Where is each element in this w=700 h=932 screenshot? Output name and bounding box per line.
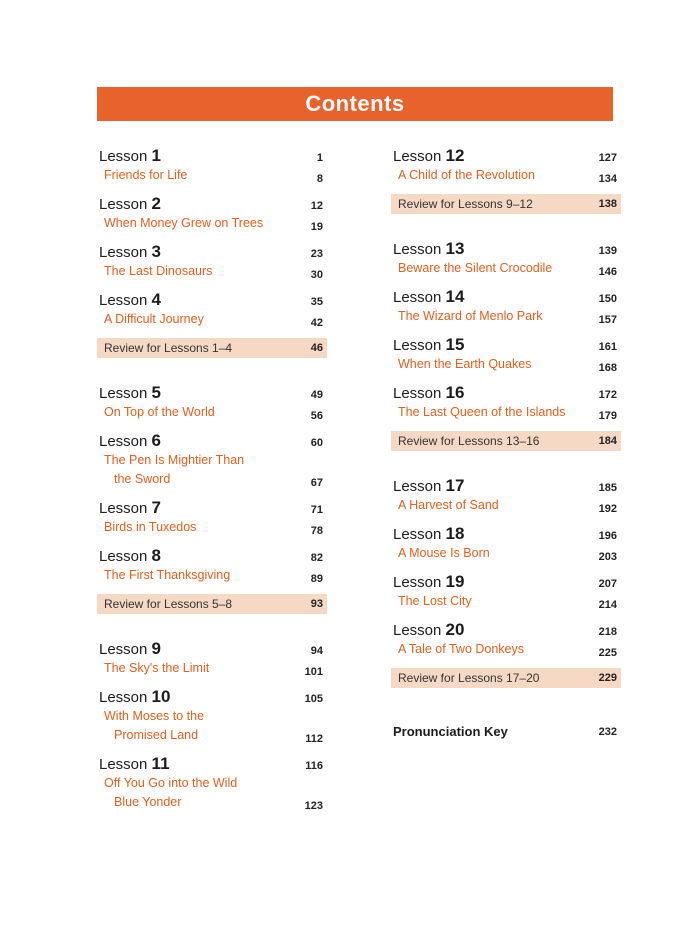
group-spacer (97, 614, 327, 639)
lesson-number: 5 (151, 383, 162, 402)
story-title-line1: When Money Grew on Trees (104, 216, 264, 230)
review-label: Review for Lessons 17–20 (398, 671, 540, 685)
lesson-title (391, 524, 464, 544)
story-row[interactable] (391, 166, 621, 185)
lesson-heading (391, 239, 621, 259)
lesson-page: 60 (310, 437, 323, 449)
story-row[interactable] (97, 659, 327, 678)
group-spacer (97, 358, 327, 383)
lesson-label: Lesson (99, 196, 148, 213)
lesson-title (391, 620, 464, 640)
lesson-heading (97, 146, 327, 166)
lesson-number: 11 (151, 754, 170, 773)
lesson-label: Lesson (99, 756, 148, 773)
story-title[interactable] (97, 566, 230, 585)
lesson-label: Lesson (99, 148, 148, 165)
story-page: 214 (598, 599, 617, 611)
story-title-line1: Beware the Silent Crocodile (398, 261, 553, 275)
lesson-entry[interactable] (391, 620, 621, 659)
lesson-title (391, 335, 464, 355)
lesson-label: Lesson (393, 574, 442, 591)
lesson-heading (97, 639, 327, 659)
lesson-entry[interactable] (391, 239, 621, 278)
story-page: 123 (304, 800, 323, 812)
story-title[interactable] (97, 166, 187, 185)
pronunciation-label: Pronunciation Key (393, 724, 508, 739)
review-label: Review for Lessons 9–12 (398, 197, 533, 211)
lesson-page: 127 (598, 152, 617, 164)
lesson-title (97, 290, 161, 310)
lesson-number: 9 (151, 639, 162, 658)
story-page: 89 (310, 573, 323, 585)
story-page: 168 (598, 362, 617, 374)
lesson-label: Lesson (393, 385, 442, 402)
review-page: 138 (598, 198, 617, 210)
lesson-number: 16 (445, 383, 465, 402)
story-title-line1: The Wizard of Menlo Park (398, 309, 543, 323)
lesson-heading (97, 242, 327, 262)
lesson-heading (97, 290, 327, 310)
lesson-number: 1 (151, 146, 162, 165)
lesson-entry[interactable] (97, 431, 327, 489)
story-page: 192 (598, 503, 617, 515)
review-page: 93 (310, 598, 323, 610)
lesson-label: Lesson (393, 241, 442, 258)
lesson-page: 172 (598, 389, 617, 401)
lesson-entry[interactable] (97, 194, 327, 233)
story-page: 179 (598, 410, 617, 422)
story-page: 225 (598, 647, 617, 659)
lesson-title (97, 546, 161, 566)
lesson-heading (391, 524, 621, 544)
group-spacer (391, 214, 621, 239)
lesson-label: Lesson (99, 689, 148, 706)
story-title[interactable] (391, 259, 552, 278)
story-title-line1: The Lost City (398, 594, 472, 608)
lesson-title (97, 687, 170, 707)
lesson-page: 139 (598, 245, 617, 257)
lesson-title (97, 146, 161, 166)
story-row[interactable] (97, 214, 327, 233)
lesson-heading (97, 687, 327, 707)
story-row[interactable] (97, 451, 327, 489)
story-row[interactable] (97, 774, 327, 812)
story-title-line1: The Last Dinosaurs (104, 264, 213, 278)
lesson-heading (97, 546, 327, 566)
lesson-heading (391, 146, 621, 166)
story-page: 101 (304, 666, 323, 678)
story-title[interactable] (97, 659, 209, 678)
lesson-entry[interactable] (97, 498, 327, 537)
story-title-line1: The Pen Is Mightier Than (104, 453, 245, 467)
story-row[interactable] (97, 403, 327, 422)
story-row[interactable] (97, 166, 327, 185)
story-row[interactable] (97, 566, 327, 585)
lesson-entry[interactable] (97, 639, 327, 678)
story-title[interactable] (391, 640, 524, 659)
lesson-heading (391, 287, 621, 307)
left-column (97, 146, 327, 821)
story-title-line2: Promised Land (114, 728, 199, 742)
story-title[interactable] (97, 774, 237, 812)
lesson-title (391, 383, 464, 403)
story-page: 112 (305, 733, 323, 745)
lesson-title (391, 287, 464, 307)
lesson-heading (97, 383, 327, 403)
lesson-page: 207 (598, 578, 617, 590)
lesson-label: Lesson (99, 500, 148, 517)
story-title-line2: Blue Yonder (114, 795, 182, 809)
review-label: Review for Lessons 13–16 (398, 434, 540, 448)
story-row[interactable] (391, 592, 621, 611)
lesson-label: Lesson (393, 148, 442, 165)
lesson-number: 4 (151, 290, 162, 309)
story-title-line1: A Mouse Is Born (398, 546, 490, 560)
story-page: 134 (598, 173, 617, 185)
lesson-heading (97, 431, 327, 451)
pronunciation-key-entry[interactable] (391, 724, 621, 739)
review-entry[interactable] (97, 338, 327, 358)
lesson-number: 3 (151, 242, 162, 261)
story-row[interactable] (97, 518, 327, 537)
story-page: 146 (598, 266, 617, 278)
lesson-heading (391, 476, 621, 496)
lesson-label: Lesson (99, 244, 148, 261)
review-entry[interactable] (391, 668, 621, 688)
story-title[interactable] (97, 518, 196, 537)
story-title[interactable] (391, 307, 543, 326)
lesson-title (97, 754, 170, 774)
story-title[interactable] (391, 592, 472, 611)
story-title-line1: A Tale of Two Donkeys (398, 642, 525, 656)
lesson-heading (97, 754, 327, 774)
story-title-line1: Friends for Life (104, 168, 188, 182)
review-label: Review for Lessons 1–4 (104, 341, 233, 355)
lesson-title (97, 639, 161, 659)
lesson-label: Lesson (393, 622, 442, 639)
lesson-heading (391, 383, 621, 403)
story-title-line1: On Top of the World (104, 405, 215, 419)
lesson-heading (97, 498, 327, 518)
lesson-page: 185 (598, 482, 617, 494)
story-page: 157 (598, 314, 617, 326)
lesson-page: 49 (310, 389, 323, 401)
lesson-title (97, 194, 161, 214)
group-spacer (391, 451, 621, 476)
lesson-entry[interactable] (391, 524, 621, 563)
lesson-title (391, 239, 464, 259)
story-page: 30 (310, 269, 323, 281)
review-page: 46 (310, 342, 323, 354)
lesson-heading (97, 194, 327, 214)
story-title[interactable] (97, 262, 212, 281)
story-title-line1: The Last Queen of the Islands (398, 405, 566, 419)
lesson-page: 1 (316, 152, 323, 164)
lesson-label: Lesson (393, 478, 442, 495)
lesson-number: 17 (445, 476, 465, 495)
lesson-page: 196 (598, 530, 617, 542)
lesson-number: 20 (445, 620, 465, 639)
lesson-page: 23 (310, 248, 323, 260)
story-page: 67 (310, 477, 323, 489)
lesson-title (97, 431, 161, 451)
lesson-number: 6 (151, 431, 162, 450)
story-title[interactable] (391, 496, 499, 515)
lesson-entry[interactable] (97, 242, 327, 281)
story-row[interactable] (391, 544, 621, 563)
story-title[interactable] (97, 707, 204, 745)
lesson-page: 71 (310, 504, 323, 516)
lesson-label: Lesson (99, 641, 148, 658)
lesson-number: 2 (151, 194, 162, 213)
story-title[interactable] (97, 451, 244, 489)
story-row[interactable] (97, 262, 327, 281)
story-title[interactable] (97, 310, 204, 329)
lesson-number: 19 (445, 572, 465, 591)
lesson-entry[interactable] (391, 335, 621, 374)
right-column (391, 146, 621, 739)
story-row[interactable] (391, 640, 621, 659)
review-entry[interactable] (391, 194, 621, 214)
story-title-line1: Off You Go into the Wild (104, 776, 238, 790)
lesson-label: Lesson (393, 289, 442, 306)
story-row[interactable] (391, 403, 621, 422)
story-page: 56 (310, 410, 323, 422)
lesson-page: 161 (598, 341, 617, 353)
story-title-line1: Birds in Tuxedos (104, 520, 197, 534)
story-title-line2: the Sword (114, 472, 171, 486)
story-row[interactable] (97, 707, 327, 745)
review-label: Review for Lessons 5–8 (104, 597, 233, 611)
story-title-line1: A Harvest of Sand (398, 498, 499, 512)
story-title[interactable] (97, 214, 263, 233)
lesson-title (97, 498, 161, 518)
pronunciation-page: 232 (598, 725, 617, 738)
story-title-line1: A Child of the Revolution (398, 168, 535, 182)
lesson-page: 116 (305, 760, 323, 772)
lesson-entry[interactable] (391, 383, 621, 422)
lesson-entry[interactable] (391, 287, 621, 326)
story-row[interactable] (391, 307, 621, 326)
lesson-page: 218 (598, 626, 617, 638)
lesson-heading (391, 572, 621, 592)
lesson-entry[interactable] (97, 146, 327, 185)
lesson-number: 18 (445, 524, 465, 543)
contents-banner: Contents (97, 87, 613, 121)
lesson-page: 82 (310, 552, 323, 564)
review-page: 184 (598, 435, 617, 447)
lesson-number: 15 (445, 335, 465, 354)
lesson-entry[interactable] (97, 546, 327, 585)
story-title[interactable] (391, 166, 535, 185)
story-row[interactable] (391, 496, 621, 515)
lesson-page: 105 (304, 693, 323, 705)
story-page: 42 (310, 317, 323, 329)
lesson-title (391, 476, 464, 496)
story-row[interactable] (391, 355, 621, 374)
lesson-entry[interactable] (391, 476, 621, 515)
lesson-heading (391, 335, 621, 355)
lesson-title (391, 146, 464, 166)
review-page: 229 (598, 672, 617, 684)
story-title[interactable] (97, 403, 215, 422)
lesson-entry[interactable] (391, 572, 621, 611)
lesson-entry[interactable] (391, 146, 621, 185)
story-title-line1: The First Thanksgiving (104, 568, 231, 582)
review-entry[interactable] (97, 594, 327, 614)
lesson-entry[interactable] (97, 383, 327, 422)
lesson-number: 12 (445, 146, 465, 165)
story-title-line1: When the Earth Quakes (398, 357, 532, 371)
lesson-title (97, 242, 161, 262)
lesson-page: 35 (310, 296, 323, 308)
story-title-line1: With Moses to the (104, 709, 205, 723)
story-title-line1: A Difficult Journey (104, 312, 204, 326)
lesson-label: Lesson (99, 433, 148, 450)
lesson-number: 14 (445, 287, 465, 306)
story-page: 203 (598, 551, 617, 563)
lesson-heading (391, 620, 621, 640)
review-entry[interactable] (391, 431, 621, 451)
lesson-page: 94 (310, 645, 323, 657)
lesson-label: Lesson (99, 385, 148, 402)
lesson-label: Lesson (393, 337, 442, 354)
story-page: 78 (310, 525, 323, 537)
lesson-label: Lesson (393, 526, 442, 543)
lesson-number: 13 (445, 239, 465, 258)
story-row[interactable] (97, 310, 327, 329)
lesson-title (97, 383, 161, 403)
story-title[interactable] (391, 403, 565, 422)
story-title-line1: The Sky's the Limit (104, 661, 210, 675)
story-title[interactable] (391, 355, 531, 374)
lesson-page: 12 (310, 200, 323, 212)
lesson-title (391, 572, 464, 592)
story-page: 19 (310, 221, 323, 233)
story-page: 8 (316, 173, 323, 185)
lesson-number: 10 (151, 687, 171, 706)
story-title[interactable] (391, 544, 490, 563)
story-row[interactable] (391, 259, 621, 278)
lesson-entry[interactable] (97, 754, 327, 812)
lesson-page: 150 (598, 293, 617, 305)
lesson-number: 8 (151, 546, 162, 565)
lesson-entry[interactable] (97, 687, 327, 745)
lesson-entry[interactable] (97, 290, 327, 329)
lesson-label: Lesson (99, 548, 148, 565)
lesson-number: 7 (151, 498, 162, 517)
lesson-label: Lesson (99, 292, 148, 309)
